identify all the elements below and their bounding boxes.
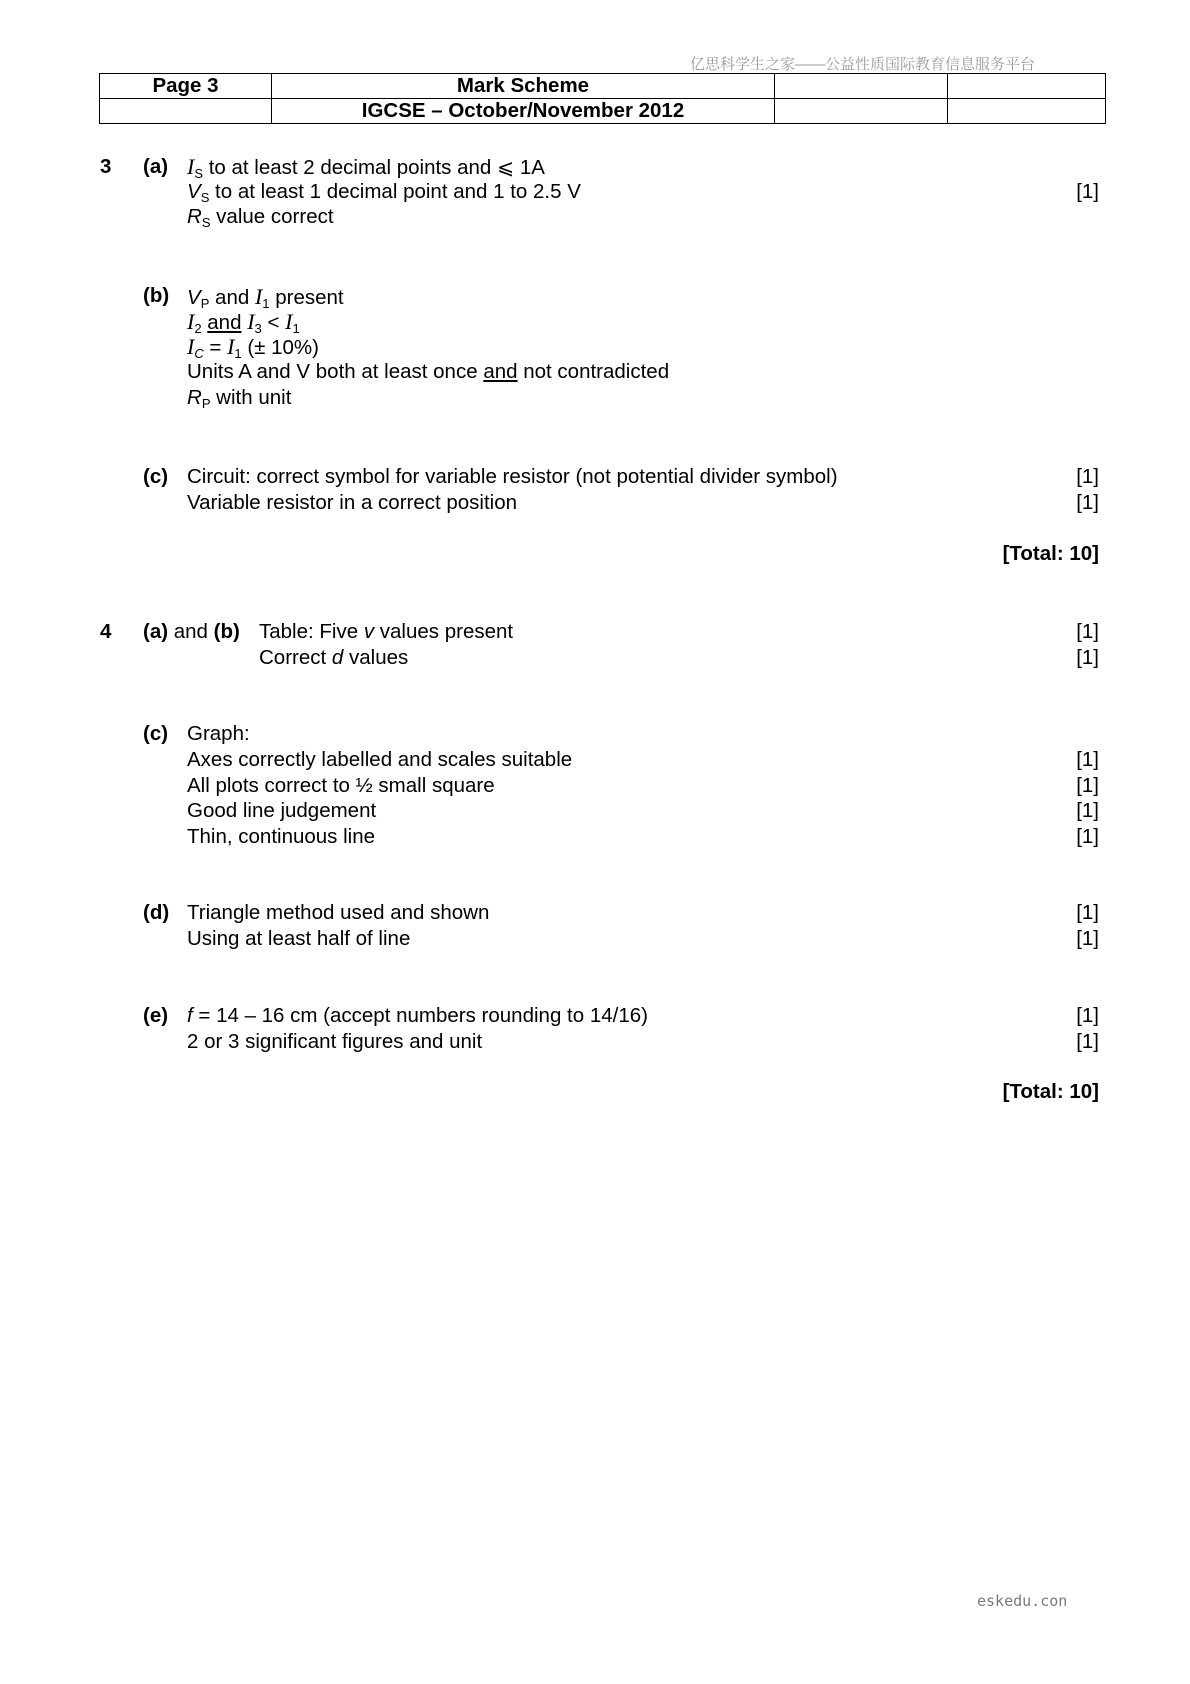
text: = 14 – 16 cm (accept numbers rounding to 14/16): [192, 1004, 648, 1027]
text: and: [209, 286, 255, 309]
subscript: 2: [194, 321, 202, 336]
header-table: [99, 73, 1106, 124]
q3a-mark: [1]: [1076, 180, 1099, 203]
q4d-mark2: [1]: [1076, 927, 1099, 950]
q4d-line1: Triangle method used and shown: [187, 901, 490, 924]
q4c-line4: Thin, continuous line: [187, 825, 376, 848]
q4c-mark1: [1]: [1076, 748, 1099, 771]
q3b-line3: [187, 336, 319, 359]
q4ab-mark2: [1]: [1076, 646, 1099, 669]
text: Correct: [259, 646, 332, 669]
q4e-label: (e): [143, 1004, 169, 1027]
variable-d: d: [331, 646, 344, 669]
q3c-mark1: [1]: [1076, 465, 1099, 488]
underlined-and: and: [483, 360, 518, 383]
q3c-mark2: [1]: [1076, 491, 1099, 514]
q4c-mark4: [1]: [1076, 825, 1099, 848]
header-empty-2: [948, 74, 1106, 99]
header-page: Page 3: [100, 74, 272, 99]
text: with unit: [210, 386, 292, 409]
q3a-line2-text: to at least 1 decimal point and 1 to 2.5 V: [209, 180, 581, 203]
header-empty-4: [775, 99, 948, 124]
text: values present: [374, 620, 514, 643]
q4-number: 4: [100, 620, 112, 643]
q3b-label: (b): [143, 284, 170, 307]
q3a-line1-text: to at least 2 decimal points and ⩽ 1A: [203, 156, 545, 179]
q3c-label: (c): [143, 465, 169, 488]
q4d-mark1: [1]: [1076, 901, 1099, 924]
q4c-mark2: [1]: [1076, 774, 1099, 797]
q3b-line1: [187, 286, 344, 309]
q4ab-mark1: [1]: [1076, 620, 1099, 643]
q4a-label: (a): [143, 620, 169, 643]
q3a-label: (a): [143, 155, 169, 178]
symbol-voltage: V: [187, 286, 201, 309]
header-empty-5: [948, 99, 1106, 124]
q4d-line2: Using at least half of line: [187, 927, 411, 950]
symbol-current: I: [187, 334, 195, 359]
subscript: 1: [262, 296, 270, 311]
symbol-resistance: R: [187, 386, 202, 409]
q4c-line3: Good line judgement: [187, 799, 377, 822]
subscript: P: [201, 396, 211, 411]
subscript: 1: [234, 346, 242, 361]
q4e-mark2: [1]: [1076, 1030, 1099, 1053]
q4ab-line1: [259, 622, 513, 643]
q4e-line1: [187, 1006, 648, 1027]
q4c-line2: All plots correct to ½ small square: [187, 774, 495, 797]
text: =: [203, 336, 228, 359]
q4e-line2: 2 or 3 significant figures and unit: [187, 1030, 483, 1053]
q4d-label: (d): [143, 901, 170, 924]
text: and: [168, 620, 214, 643]
variable-f: f: [187, 1004, 193, 1027]
q4b-label: (b): [213, 620, 240, 643]
q4ab-label: [143, 622, 240, 643]
q3a-line2: [187, 182, 581, 203]
q3b-line5: [187, 388, 291, 409]
subscript: 3: [254, 321, 262, 336]
symbol-voltage: V: [187, 180, 201, 203]
q3-number: 3: [100, 155, 112, 178]
subscript: 1: [292, 321, 300, 336]
symbol-current: I: [285, 309, 293, 334]
subscript: P: [200, 296, 210, 311]
q4c-label: (c): [143, 722, 169, 745]
text: Table: Five: [259, 620, 364, 643]
text: present: [269, 286, 344, 309]
q3a-line3-text: value correct: [210, 205, 334, 228]
text: <: [261, 311, 286, 334]
q3-total: [Total: 10]: [1002, 542, 1099, 565]
watermark-text: 亿思科学生之家——公益性质国际教育信息服务平台: [690, 56, 1036, 73]
symbol-current: I: [187, 309, 195, 334]
q4c-line1: Axes correctly labelled and scales suitable: [187, 748, 573, 771]
symbol-current: I: [187, 154, 195, 179]
symbol-current: I: [227, 334, 235, 359]
q3b-line2: [187, 311, 300, 334]
q4-total: [Total: 10]: [1002, 1080, 1099, 1103]
footer-text: eskedu.con: [977, 1592, 1068, 1610]
text: (± 10%): [241, 336, 319, 359]
variable-v: v: [363, 620, 375, 643]
text: Units A and V both at least once: [187, 360, 484, 383]
text: not contradicted: [517, 360, 670, 383]
q4c-heading: Graph:: [187, 722, 250, 745]
q3a-line3: [187, 207, 334, 228]
header-title: Mark Scheme: [272, 74, 775, 99]
subscript: S: [194, 166, 203, 181]
q3c-line2: Variable resistor in a correct position: [187, 491, 518, 514]
symbol-resistance: R: [187, 205, 202, 228]
q4c-mark3: [1]: [1076, 799, 1099, 822]
underlined-and: and: [207, 311, 242, 334]
q3b-line4: [187, 362, 669, 383]
symbol-current: I: [254, 284, 263, 309]
q3c-line1: Circuit: correct symbol for variable resistor (not potential divider symbol): [187, 465, 838, 488]
subscript: C: [194, 346, 204, 361]
header-subtitle: IGCSE – October/November 2012: [272, 99, 775, 124]
q4e-mark1: [1]: [1076, 1004, 1099, 1027]
q4ab-line2: [259, 648, 408, 669]
header-empty-1: [775, 74, 948, 99]
header-empty-3: [100, 99, 272, 124]
q3a-line1: [187, 156, 545, 179]
subscript: S: [201, 215, 211, 230]
subscript: S: [200, 190, 210, 205]
text: values: [343, 646, 409, 669]
symbol-current: I: [247, 309, 255, 334]
